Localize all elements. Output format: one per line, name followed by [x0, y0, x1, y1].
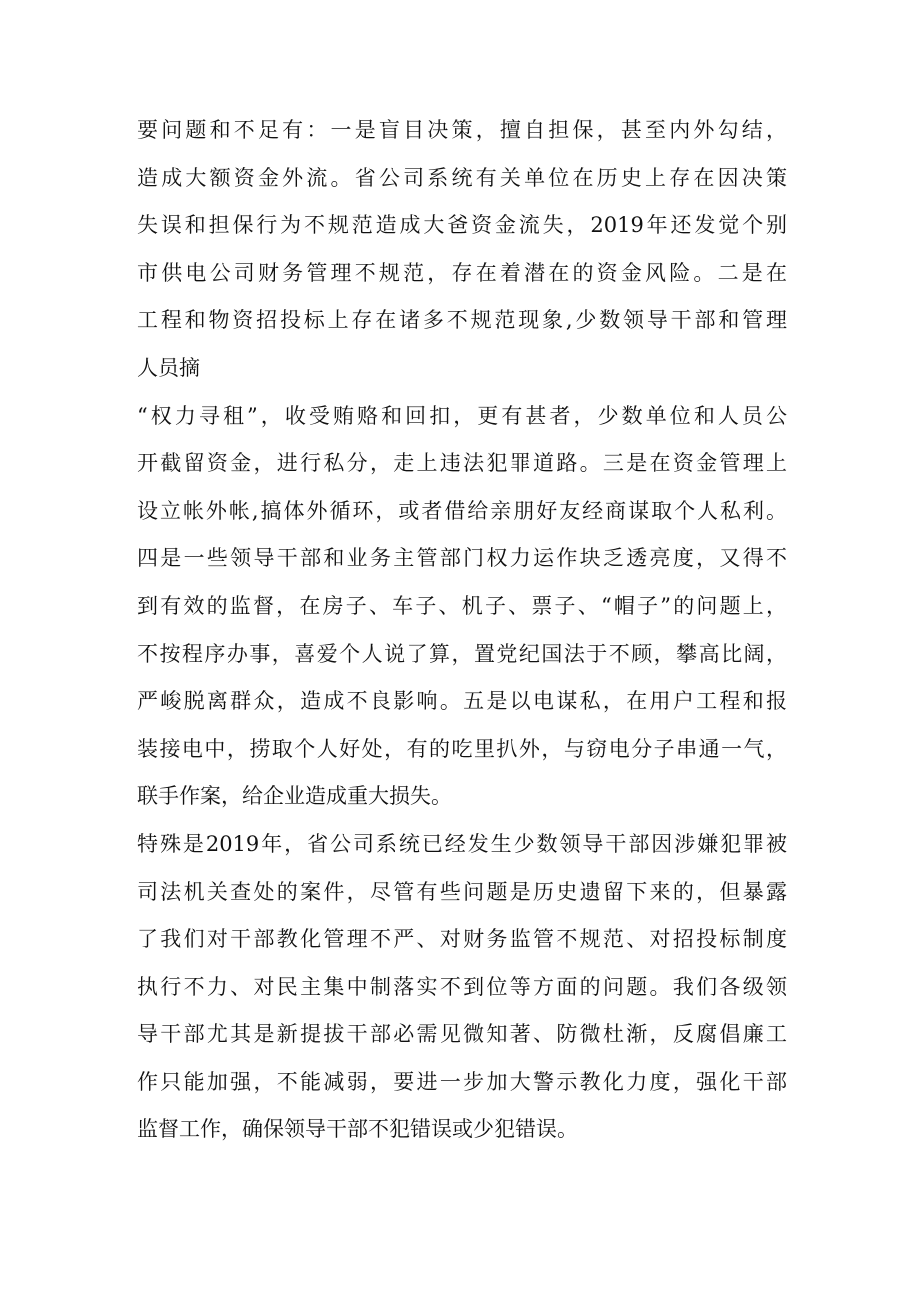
text-line: 执行不力、对民主集中制落实不到位等方面的问题。我们各级领	[137, 974, 787, 999]
text-line: 严峻脱离群众，造成不良影响。五是以电谋私，在用户工程和报	[137, 689, 787, 714]
text-line: 工程和物资招投标上存在诸多不规范现象,少数领导干部和管理	[137, 308, 787, 333]
text-line: “权力寻租”，收受贿赂和回扣，更有甚者，少数单位和人员公	[137, 403, 787, 428]
text-line: 司法机关查处的案件，尽管有些问题是历史遗留下来的，但暴露	[137, 879, 787, 904]
text-line: 作只能加强，不能减弱，要进一步加大警示教化力度，强化干部	[137, 1069, 787, 1094]
text-line: 联手作案，给企业造成重大损失。	[137, 784, 452, 809]
text-line: 市供电公司财务管理不规范，存在着潜在的资金风险。二是在	[137, 260, 787, 285]
text-line: 开截留资金，进行私分，走上违法犯罪道路。三是在资金管理上	[137, 451, 787, 476]
text-line: 四是一些领导干部和业务主管部门权力运作块乏透亮度，又得不	[137, 546, 787, 571]
text-line: 了我们对干部教化管理不严、对财务监管不规范、对招投标制度	[137, 927, 787, 952]
text-line: 特殊是2019年，省公司系统已经发生少数领导干部因涉嫌犯罪被	[137, 831, 787, 856]
text-line: 不按程序办事，喜爱个人说了算，置党纪国法于不顾，攀高比阔，	[137, 641, 787, 666]
text-line: 到有效的监督，在房子、车子、机子、票子、“帽子”的问题上，	[137, 593, 787, 618]
text-line: 失误和担保行为不规范造成大爸资金流失，2019年还发觉个别	[137, 213, 787, 238]
body-text	[137, 107, 787, 1154]
text-line: 设立帐外帐,搞体外循环，或者借给亲朋好友经商谋取个人私利。	[137, 498, 787, 523]
text-line: 要问题和不足有：一是盲目决策，擅自担保，甚至内外勾结，	[137, 118, 787, 142]
text-line: 装接电中，捞取个人好处，有的吃里扒外，与窃电分子串通一气，	[137, 736, 787, 761]
text-line: 人员摘	[137, 355, 200, 380]
text-line: 监督工作，确保领导干部不犯错误或少犯错误。	[137, 1117, 578, 1142]
text-line: 造成大额资金外流。省公司系统有关单位在历史上存在因决策	[137, 165, 787, 190]
text-line: 导干部尤其是新提拔干部必需见微知著、防微杜渐，反腐倡廉工	[137, 1022, 787, 1047]
